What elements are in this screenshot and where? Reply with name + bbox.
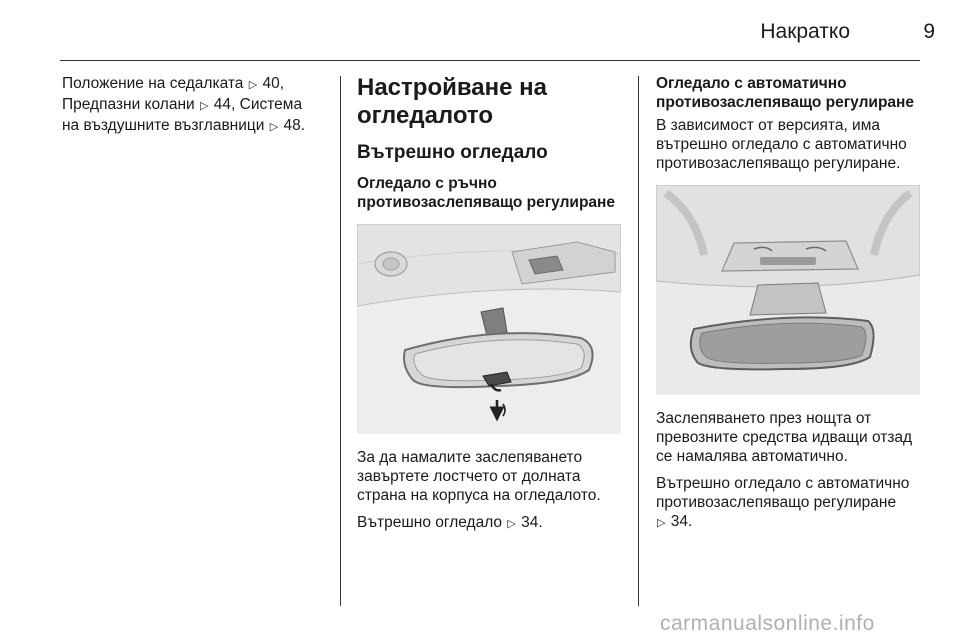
automatic-mirror-description: Заслепяването през нощта от превозните средства идващи отзад се намалява автоматично. — [656, 410, 913, 465]
column-3 — [656, 74, 922, 541]
reference-arrow-icon: ▷ — [657, 517, 666, 529]
column-2 — [357, 74, 625, 542]
reference-arrow-icon: ▷ — [507, 518, 516, 530]
cross-reference-paragraph — [62, 74, 330, 137]
automatic-mirror-illustration — [656, 185, 920, 395]
link-airbag-system[interactable]: на въздушните възглавници ▷ 48. — [62, 117, 305, 134]
subsection-title: Вътрешно огледало — [357, 142, 548, 163]
automatic-dimming-heading: Огледало с автоматично противозаслепяващо регулиране — [656, 75, 915, 111]
watermark: carmanualsonline.info — [660, 612, 875, 635]
link-seat-belts[interactable]: Предпазни колани ▷ 44, Система — [62, 96, 302, 113]
column-1 — [62, 74, 330, 145]
automatic-mirror-intro: В зависимост от версията, има вътрешно огледало с автоматично противозаслепяващо регулиране. — [656, 117, 907, 172]
manual-dimming-heading: Огледало с ръчно противозаслепяващо регулиране — [357, 175, 616, 211]
column-divider — [638, 76, 639, 606]
link-automatic-mirror[interactable]: Вътрешно огледало с автоматично противозаслепяващо регулиране ▷ 34. — [656, 474, 922, 533]
reference-arrow-icon: ▷ — [248, 79, 258, 91]
link-seat-position[interactable]: Положение на седалката ▷ 40, — [62, 75, 284, 92]
manual-mirror-illustration — [357, 224, 621, 434]
page-number: 9 — [923, 20, 935, 43]
column-divider — [340, 76, 341, 606]
link-interior-mirror[interactable]: Вътрешно огледало ▷ 34. — [357, 513, 625, 534]
manual-mirror-instructions: За да намалите заслепяването завъртете лостчето от долната страна на корпуса на огледалото. — [357, 449, 601, 504]
reference-arrow-icon: ▷ — [200, 100, 209, 112]
section-title: Настройване на огледалото — [357, 74, 547, 129]
reference-arrow-icon: ▷ — [269, 121, 279, 133]
header-rule — [60, 60, 920, 61]
header-title: Накратко — [760, 20, 850, 43]
